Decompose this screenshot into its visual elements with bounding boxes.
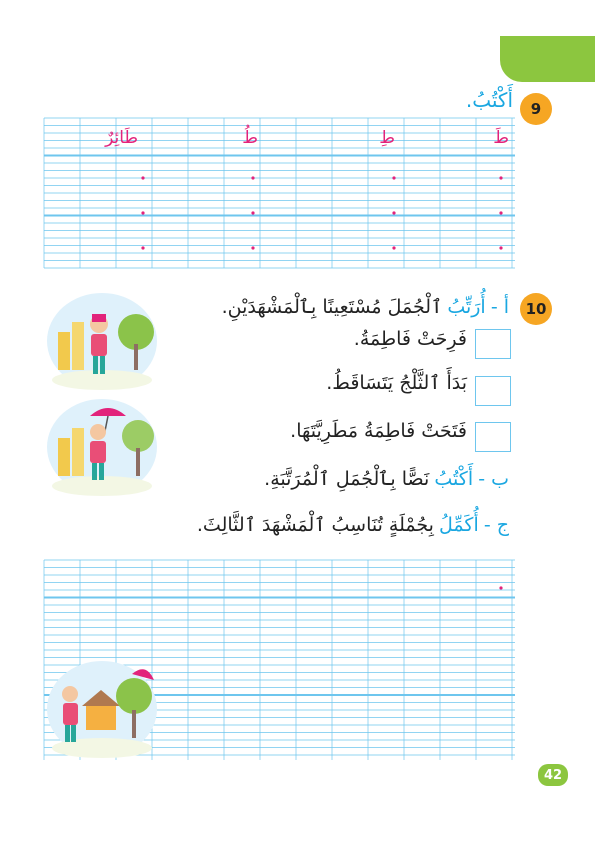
part-c-rest: بِجُمْلَةٍ تُنَاسِبُ ٱلْمَشْهَدَ ٱلثَّالِثَ. — [196, 514, 434, 536]
part-b-rest: نَصًّا بِٱلْجُمَلِ ٱلْمُرَتَّبَةِ. — [264, 468, 430, 490]
part-b-verb: أَكْتُبُ — [434, 468, 474, 490]
page-number: 42 — [538, 764, 568, 786]
scene-1-illustration — [46, 292, 158, 390]
sentence-3: فَتَحَتْ فَاطِمَةُ مَطَرِيَّتَهَا. — [290, 420, 467, 442]
exercise-9-instruction: أَكْتُبُ. — [465, 88, 513, 112]
sentence-2: بَدَأَ ٱلثَّلْجُ يَتَسَاقَطُ. — [326, 372, 467, 394]
part-a-rest: ٱلْجُمَلَ مُسْتَعِينًا بِٱلْمَشْهَدَيْنِ. — [221, 296, 443, 318]
part-a-prefix: أ - — [490, 296, 509, 318]
letter-ta-fatha: طَ — [493, 128, 509, 148]
part-a-verb: أُرَتِّبُ — [447, 296, 486, 318]
part-b-prefix: ب - — [478, 468, 509, 490]
part-c-verb: أُكَمِّلُ — [439, 514, 479, 536]
word-tair: طَائِرٌ — [105, 128, 138, 148]
exercise-10-number: 10 — [520, 293, 552, 325]
scene-2-illustration — [46, 398, 158, 496]
scene-3-illustration — [46, 660, 158, 758]
letter-ta-damma: طُ — [242, 128, 258, 148]
letter-ta-kasra: طِ — [379, 128, 395, 148]
sentence-1: فَرِحَتْ فَاطِمَةُ. — [353, 328, 467, 350]
exercise-9-number: 9 — [520, 93, 552, 125]
part-c-prefix: ج - — [483, 514, 509, 536]
